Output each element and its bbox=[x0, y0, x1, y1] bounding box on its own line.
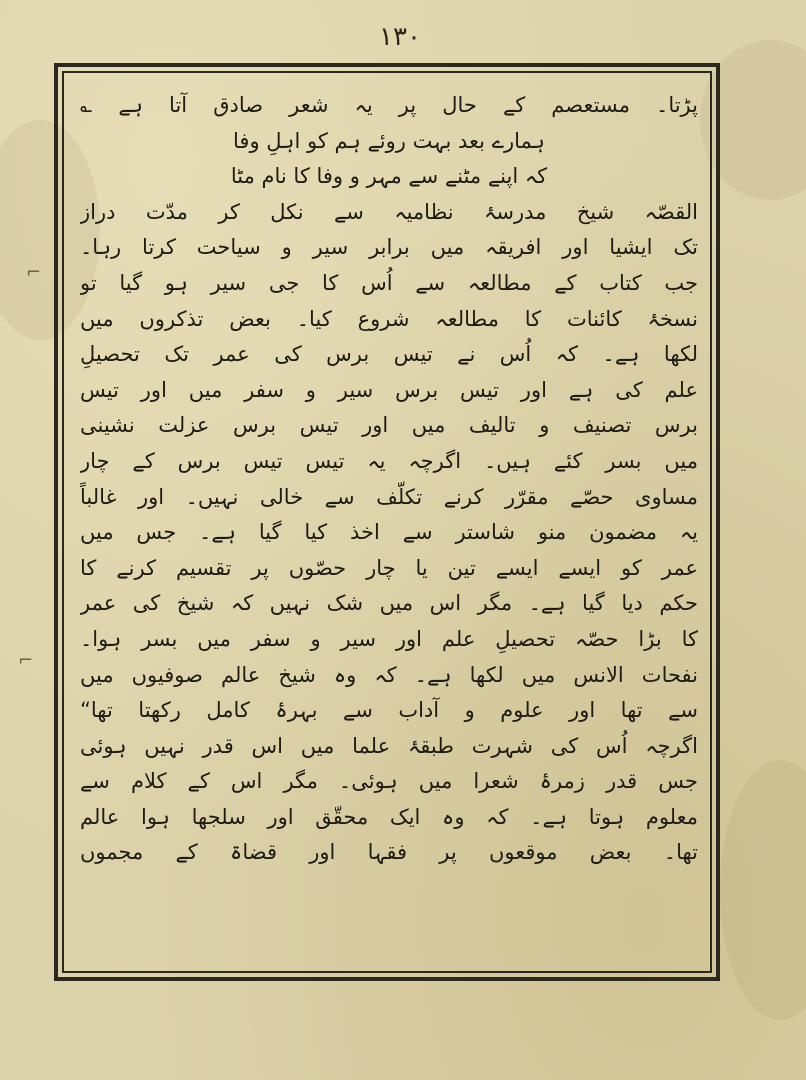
margin-mark: ⌐ bbox=[18, 650, 34, 671]
text-line: علم کی ہے اور تیس برس سیر و سفر میں اور تیس bbox=[80, 377, 698, 402]
text-line: لکھا ہے۔ کہ اُس نے تیس برس کی عمر تک تحصیلِ bbox=[80, 342, 698, 367]
verse-line: کہ اپنے مٹنے سے مہر و وفا کا نام مٹا bbox=[230, 164, 548, 189]
text-line: پڑتا۔ مستعصم کے حال پر یہ شعر صادق آتا ہے ؎ bbox=[80, 93, 698, 117]
text-line: تک ایشیا اور افریقہ میں برابر سیر و سیاحت کرتا رہا۔ bbox=[80, 235, 698, 260]
text-line: میں بسر کئے ہیں۔ اگرچہ یہ تیس تیس برس کے چار bbox=[80, 448, 698, 473]
text-line: جس قدر زمرۂ شعرا میں ہوئی۔ مگر اس کے کلام سے bbox=[80, 769, 698, 794]
text-line: اگرچہ اُس کی شہرت طبقۂ علما میں اس قدر نہیں ہوئی bbox=[80, 733, 698, 758]
text-line: نفحات الانس میں لکھا ہے۔ کہ وہ شیخ عالم صوفیوں میں bbox=[80, 662, 698, 687]
text-line: مساوی حصّے مقرّر کرنے تکلّف سے خالی نہیں۔ اور غالباً bbox=[80, 484, 698, 509]
paper-stain bbox=[720, 760, 806, 1020]
text-line: معلوم ہوتا ہے۔ کہ وہ ایک محقّق اور سلجھا ہوا عالم bbox=[80, 804, 698, 829]
text-line: نسخۂ کائنات کا مطالعہ شروع کیا۔ بعض تذکروں میں bbox=[80, 306, 698, 331]
verse-line: ہمارے بعد بہت روئے ہم کو اہلِ وفا bbox=[233, 128, 545, 153]
text-line: یہ مضمون منو شاستر سے اخذ کیا گیا ہے۔ جس میں bbox=[80, 520, 698, 545]
body-text bbox=[80, 88, 698, 968]
text-line: سے تھا اور علوم و آداب سے بہرۂ کامل رکھتا تھا“ bbox=[80, 698, 698, 723]
text-line: برس تصنیف و تالیف میں اور تیس برس عزلت نشینی bbox=[80, 413, 698, 438]
text-line: تھا۔ بعض موقعوں پر فقہا اور قضاۃ کے مجموں bbox=[80, 840, 698, 865]
text-line: حکم دیا گیا ہے۔ مگر اس میں شک نہیں کہ شیخ کی عمر bbox=[80, 591, 698, 616]
text-line: عمر کو ایسے ایسے تین یا چار حصّوں پر تقسیم کرنے کا bbox=[80, 555, 698, 580]
text-line: القصّہ شیخ مدرسۂ نظامیہ سے نکل کر مدّت دراز bbox=[80, 199, 698, 224]
page-number: ۱۳۰ bbox=[379, 22, 421, 52]
margin-mark: ⌐ bbox=[26, 262, 42, 283]
text-line: جب کتاب کے مطالعہ سے اُس کا جی سیر ہو گیا تو bbox=[80, 270, 698, 295]
text-line: کا بڑا حصّہ تحصیلِ علم اور سیر و سفر میں بسر ہوا۔ bbox=[80, 626, 698, 651]
